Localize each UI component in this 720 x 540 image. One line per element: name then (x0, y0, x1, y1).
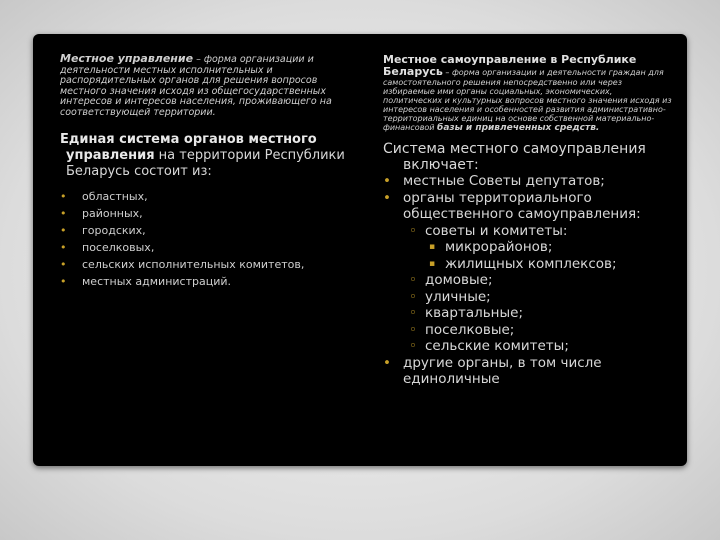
list-item (383, 173, 673, 190)
sub-list-item: ◦ домовые; (409, 272, 673, 289)
list-item (383, 355, 673, 388)
sub-list-item (409, 223, 673, 273)
list-item: • районных, (60, 205, 350, 222)
self-government-list (383, 173, 673, 388)
sub-list-item: ◦ квартальные; (409, 305, 673, 322)
left-column (60, 54, 350, 290)
self-government-heading: Система местного самоуправления включает: (383, 141, 646, 173)
list-item-text: местные Советы депутатов; (403, 173, 605, 189)
organs-list (60, 188, 350, 290)
right-column (383, 54, 673, 388)
definition-term: Местное управление (60, 52, 194, 65)
system-heading-rest: на территории Республики Беларусь состоит из: (66, 148, 345, 179)
definition-text: – форма организации и деятельности местных исполнительных и распорядительных органов для решения вопросов местного значения исходя из общегосударственных интересов и интересов населения, проживающего на соответствующей территории. (60, 54, 332, 118)
system-heading-bold: Единая система органов местного управления (60, 132, 317, 163)
list-item-text: другие органы, в том числе единоличные (403, 354, 602, 387)
sub-list-item: ◦ уличные; (409, 289, 673, 306)
list-item: • областных, (60, 188, 350, 205)
sub-list (403, 223, 673, 355)
self-government-definition (383, 54, 673, 133)
list-item: • сельских исполнительных комитетов, (60, 256, 350, 273)
sub-sub-list-item: ▪ жилищных комплексов; (429, 256, 673, 273)
list-item: • местных администраций. (60, 273, 350, 290)
definition-text: – форма организации и деятельности граждан для самостоятельного решения непосредственно или через избираемые ими органы социальных, экономических, политических и культурных вопросов местного значения исходя из интересов населения и особенностей развития административно-территориальных единиц на основе собственной материально-финансовой (383, 68, 672, 132)
list-item: • городских, (60, 222, 350, 239)
definition-term: Местное самоуправление в Республике Беларусь (383, 53, 637, 78)
sub-list-item-text: советы и комитеты: (425, 222, 568, 239)
list-item-text: органы территориального общественного самоуправления: (403, 189, 641, 222)
sub-list-item: ◦ поселковые; (409, 322, 673, 339)
sub-sub-list (425, 239, 673, 272)
local-government-definition (60, 54, 350, 118)
list-item: • поселковых, (60, 239, 350, 256)
slide (33, 34, 687, 466)
sub-sub-list-item: ▪ микрорайонов; (429, 239, 673, 256)
list-item (383, 190, 673, 355)
system-heading (60, 132, 350, 180)
definition-tail: базы и привлеченных средств. (437, 123, 600, 133)
sub-list-item: ◦ сельские комитеты; (409, 338, 673, 355)
